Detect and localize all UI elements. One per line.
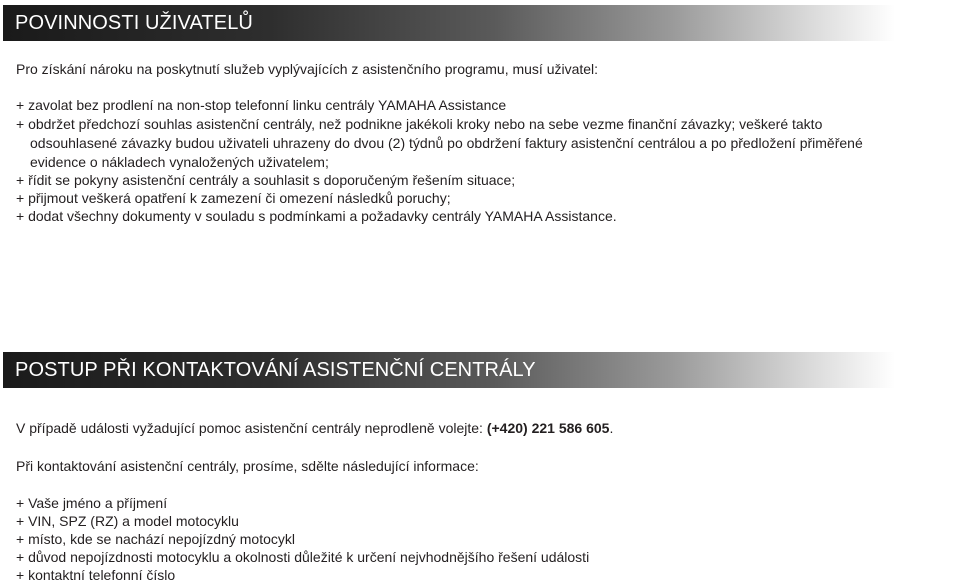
- section-title: POVINNOSTI UŽIVATELŮ: [15, 12, 253, 34]
- obligation-line: + zavolat bez prodlení na non-stop telefonní linku centrály YAMAHA Assistance: [16, 97, 507, 113]
- obligation-line-continuation: evidence o nákladech vynaložených uživatelem;: [30, 154, 329, 170]
- emergency-call-text: [16, 419, 613, 437]
- obligation-line: + řídit se pokyny asistenční centrály a souhlasit s doporučeným řešením situace;: [16, 172, 516, 188]
- emergency-call-label: V případě události vyžadující pomoc asistenční centrály neprodleně volejte:: [16, 420, 487, 436]
- obligation-line-continuation: odsouhlasené závazky budou uživateli uhrazeny do dvou (2) týdnů po obdržení faktury asistenční centrálou a po předložení přiměřené: [30, 135, 863, 151]
- phone-number: (+420) 221 586 605: [486, 420, 610, 436]
- section-title: POSTUP PŘI KONTAKTOVÁNÍ ASISTENČNÍ CENTRÁLY: [15, 359, 536, 381]
- punctuation: .: [609, 420, 614, 436]
- info-list-item: + důvod nepojízdnosti motocyklu a okolnosti důležité k určení nejvhodnějšího řešení události: [16, 549, 590, 565]
- section-header-contact-procedure: [3, 352, 895, 388]
- obligation-line: + přijmout veškerá opatření k zamezení či omezení následků poruchy;: [16, 190, 451, 206]
- info-list-item: + místo, kde se nachází nepojízdný motocykl: [16, 531, 295, 547]
- intro-text: Pro získání nároku na poskytnutí služeb vyplývajících z asistenčního programu, musí uživatel:: [16, 61, 599, 77]
- obligation-line: + obdržet předchozí souhlas asistenční centrály, než podnikne jakékoli kroky nebo na sebe vezme finanční závazky; veškeré takto: [16, 116, 823, 132]
- obligation-line: + dodat všechny dokumenty v souladu s podmínkami a požadavky centrály YAMAHA Assistance.: [16, 208, 617, 224]
- info-list-item: + Vaše jméno a příjmení: [16, 495, 168, 511]
- info-list-item: + kontaktní telefonní číslo: [16, 567, 176, 583]
- section-header-user-obligations: [3, 5, 895, 41]
- info-list-item: + VIN, SPZ (RZ) a model motocyklu: [16, 513, 239, 529]
- contact-intro-text: Při kontaktování asistenční centrály, prosíme, sdělte následující informace:: [16, 458, 479, 474]
